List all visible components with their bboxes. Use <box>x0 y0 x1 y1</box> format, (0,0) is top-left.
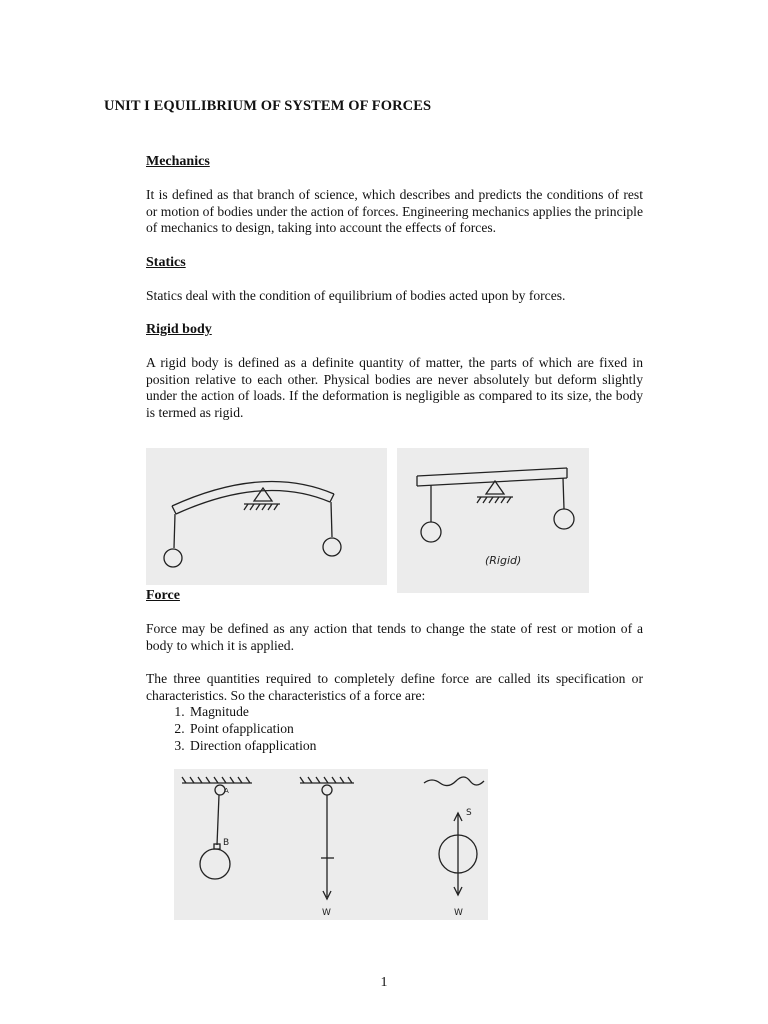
heading-force: Force <box>146 588 180 603</box>
heading-rigid-body: Rigid body <box>146 322 212 337</box>
label-b: B <box>223 838 230 848</box>
figure-force-characteristics <box>174 769 488 920</box>
unit-title: UNIT I EQUILIBRIUM OF SYSTEM OF FORCES <box>104 98 432 114</box>
paragraph-force-definition: Force may be defined as any action that tends to change the state of rest or motion of a body to which it is applied. <box>146 621 643 653</box>
paragraph-statics: Statics deal with the condition of equilibrium of bodies acted upon by forces. <box>146 288 566 303</box>
rigid-label: (Rigid) <box>485 554 522 567</box>
list-item: 2. Point ofapplication <box>188 720 316 737</box>
page-number: 1 <box>380 975 388 990</box>
characteristics-list <box>146 703 316 754</box>
label-w2: W <box>454 908 463 918</box>
figure-rigid-beam <box>397 448 589 593</box>
heading-mechanics: Mechanics <box>146 154 210 169</box>
list-item: 1. Magnitude <box>188 703 316 720</box>
heading-statics: Statics <box>146 255 186 270</box>
list-item: 3. Direction ofapplication <box>188 737 316 754</box>
paragraph-rigid-body: A rigid body is defined as a definite quantity of matter, the parts of which are fixed in position relative to each other. Physical bodies are never absolutely but deform slightly under the action of loads. If the deformation is negligible as compared to its size, the body is termed as rigid. <box>146 355 643 420</box>
paragraph-mechanics: It is defined as that branch of science, which describes and predicts the conditions of rest or motion of bodies under the action of forces. Engineering mechanics applies the principle of mechanics to design, taking into account the effects of forces. <box>146 187 643 236</box>
label-w1: W <box>322 908 331 918</box>
label-s: S <box>466 808 472 818</box>
label-a: A <box>224 787 229 795</box>
figure-deformed-beam <box>146 448 387 585</box>
paragraph-force-characteristics: The three quantities required to completely define force are called its specification or characteristics. So the characteristics of a force are: <box>146 671 643 703</box>
